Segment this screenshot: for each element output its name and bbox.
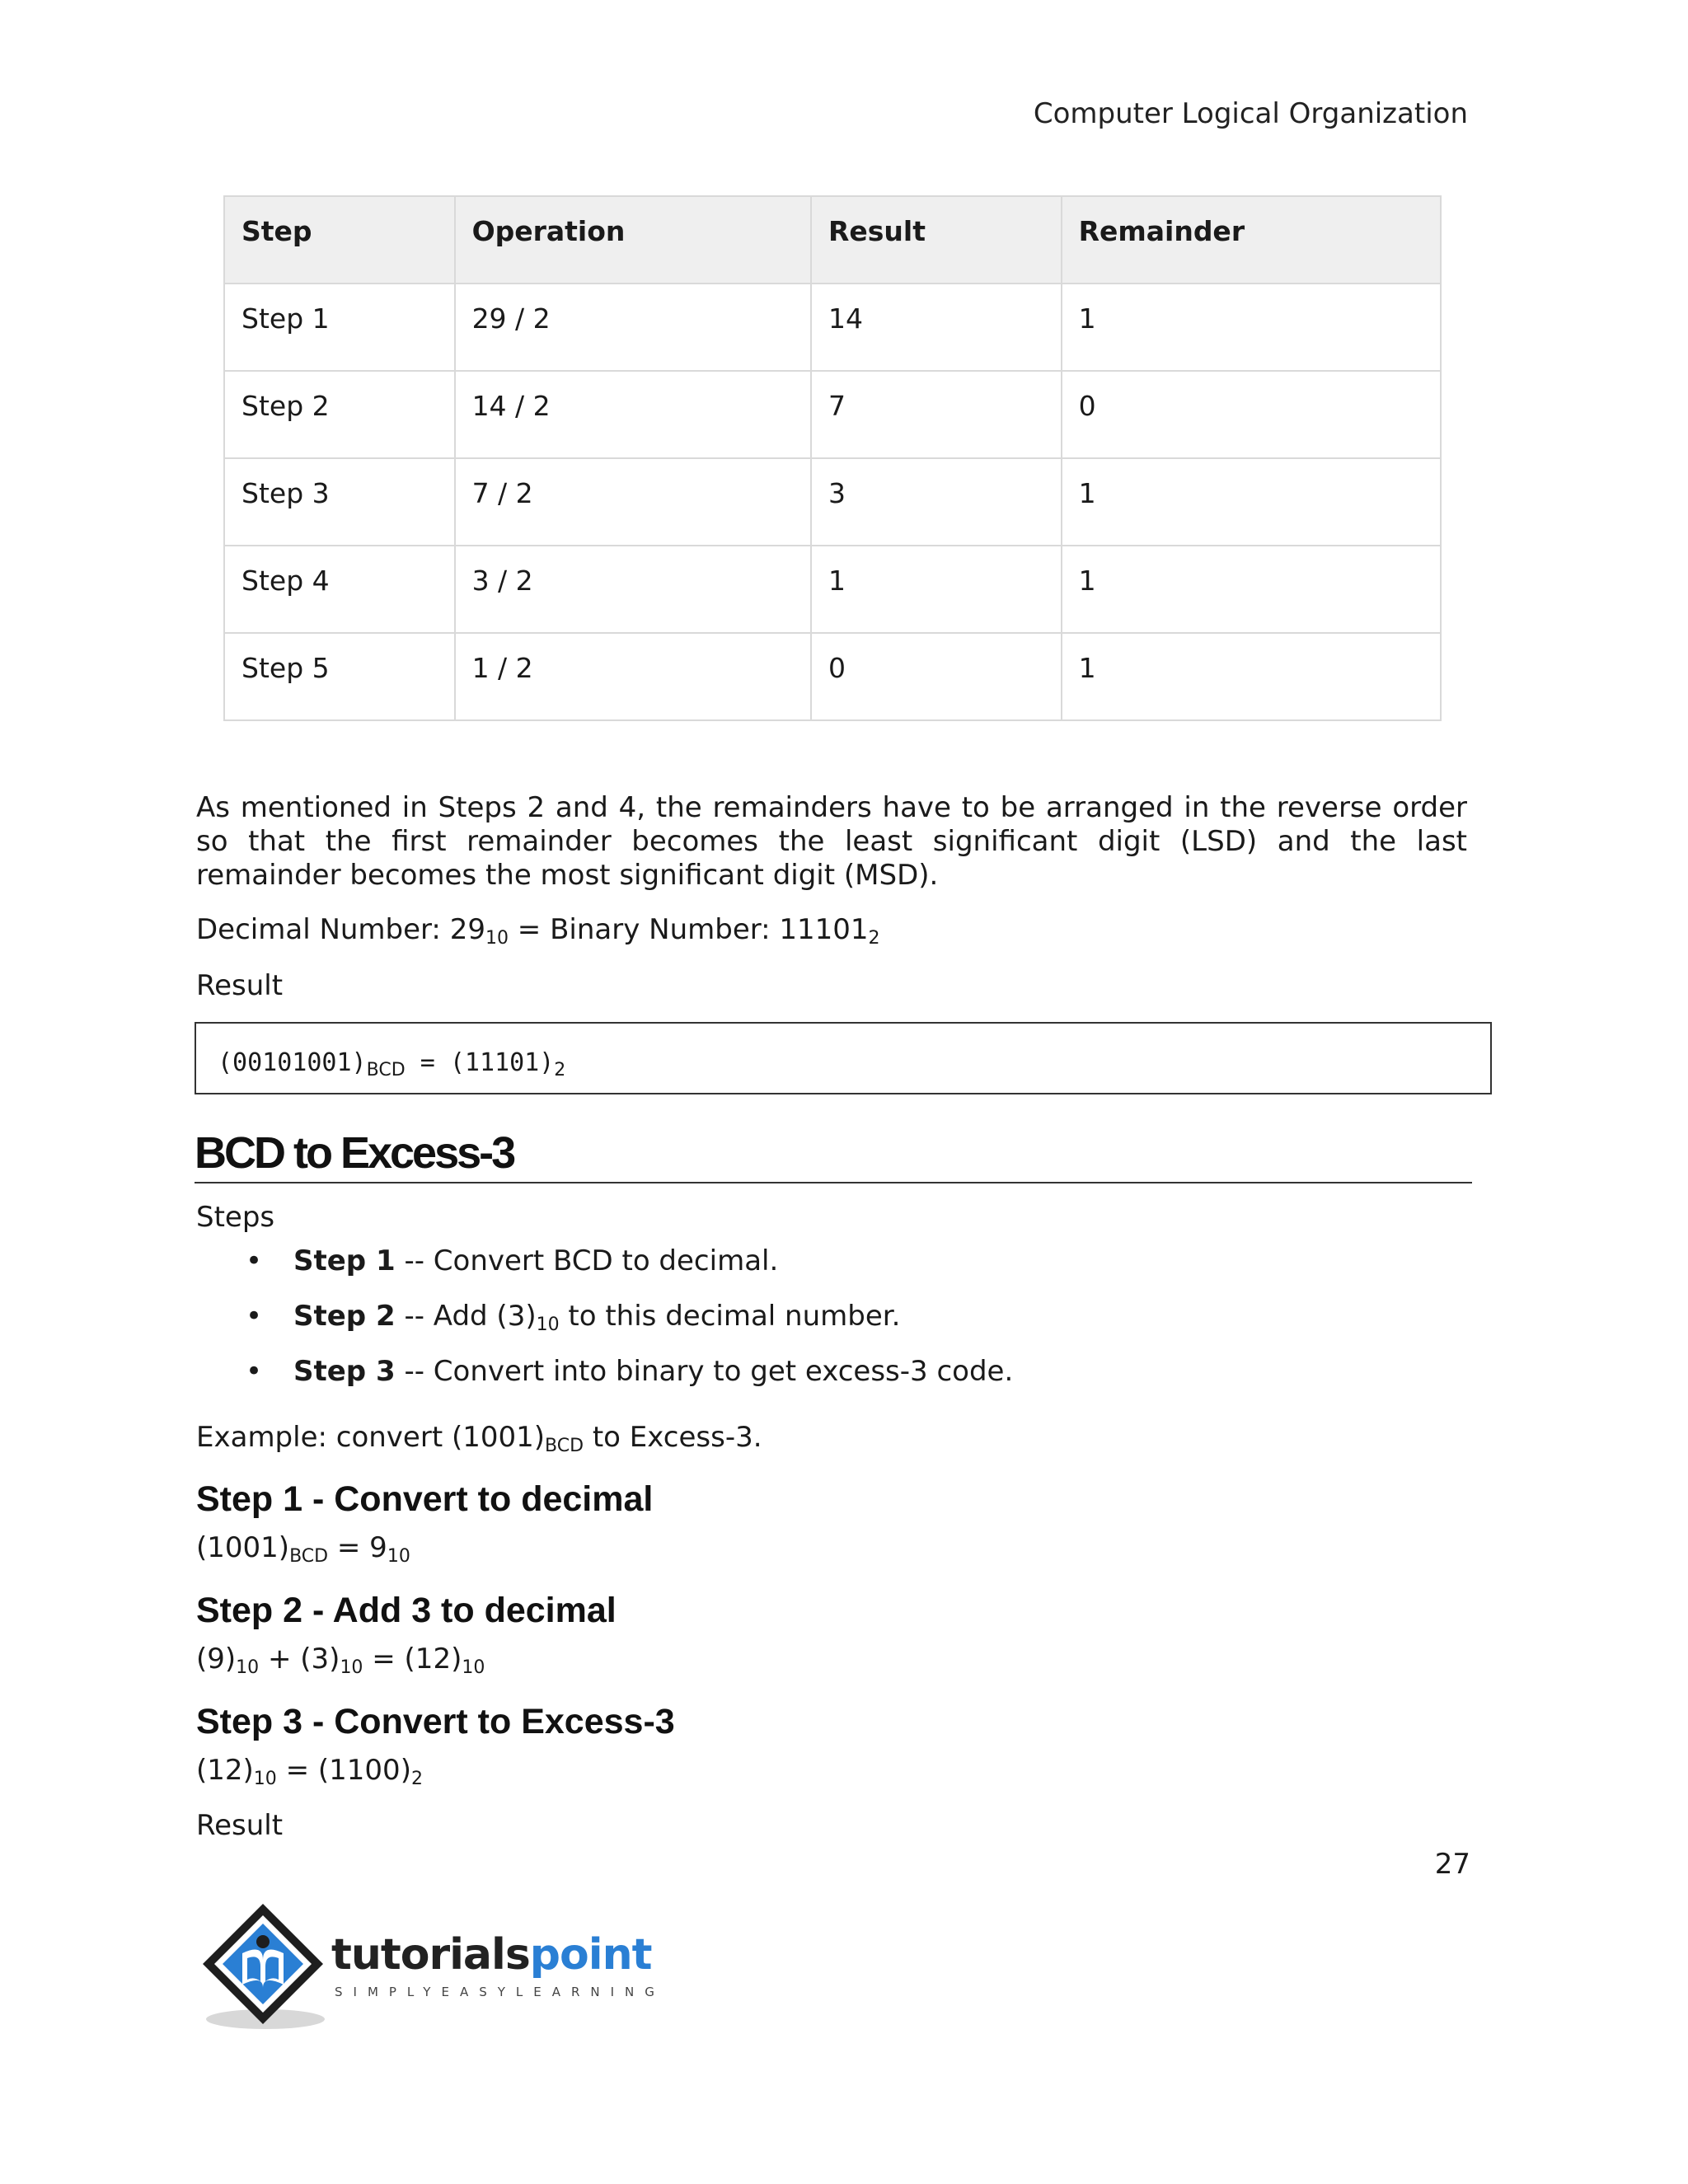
text-segment: (1001): [196, 1531, 290, 1564]
text-segment: to this decimal number.: [559, 1300, 901, 1333]
explanation-paragraph: As mentioned in Steps 2 and 4, the remainders have to be arranged in the reverse order so that the first remainder becomes the least significant digit (LSD) and the last remainder becomes the most significant digit (MSD).: [196, 791, 1467, 892]
subscript: 10: [340, 1657, 363, 1678]
table-header-cell: Step: [224, 196, 455, 284]
step-bold-label: Step 1: [293, 1244, 396, 1277]
steps-list: [196, 1244, 1013, 1410]
step3-equation: [196, 1754, 423, 1787]
table-row: [224, 284, 1441, 371]
table-cell: 0: [1062, 371, 1441, 458]
table-cell: 1: [1062, 546, 1441, 633]
step-bold-label: Step 3: [293, 1355, 396, 1388]
code-segment: (00101001): [218, 1048, 367, 1077]
subscript: 10: [253, 1769, 277, 1789]
table-row: [224, 458, 1441, 546]
subscript: 10: [485, 928, 509, 949]
step2-equation: [196, 1643, 485, 1678]
text-segment: = (12): [363, 1643, 462, 1675]
result-label: Result: [196, 1809, 284, 1842]
table-header-cell: Remainder: [1062, 196, 1441, 284]
table-row: [224, 371, 1441, 458]
logo-diamond-icon: [193, 1896, 333, 2036]
step1-heading: Step 1 - Convert to decimal: [196, 1479, 654, 1519]
subscript: 10: [236, 1657, 260, 1678]
table-cell: 1: [1062, 284, 1441, 371]
step-bold-label: Step 2: [293, 1300, 396, 1333]
list-item: [196, 1300, 1013, 1355]
code-block: [195, 1022, 1492, 1094]
subscript: BCD: [366, 1060, 406, 1080]
list-item: [196, 1355, 1013, 1410]
text-segment: (9): [196, 1643, 237, 1675]
table-cell: 1: [811, 546, 1062, 633]
subscript: 10: [462, 1657, 485, 1678]
step1-equation: [196, 1531, 410, 1567]
table-cell: 3: [811, 458, 1062, 546]
subscript: 10: [387, 1546, 410, 1567]
page-number: 27: [1434, 1848, 1470, 1881]
text-segment: -- Add (3): [395, 1300, 537, 1333]
table-row: [224, 546, 1441, 633]
text-segment: + (3): [259, 1643, 340, 1675]
table-cell: Step 1: [224, 284, 455, 371]
page-header-title: Computer Logical Organization: [1033, 97, 1468, 130]
subscript: BCD: [289, 1546, 329, 1567]
bullet-icon: •: [246, 1355, 263, 1388]
table-cell: 14 / 2: [455, 371, 811, 458]
subscript: 2: [554, 1060, 566, 1080]
step2-heading: Step 2 - Add 3 to decimal: [196, 1591, 617, 1630]
table-header-cell: Operation: [455, 196, 811, 284]
table-cell: 3 / 2: [455, 546, 811, 633]
logo-word-point: point: [529, 1930, 652, 1980]
division-steps-table: [223, 195, 1442, 721]
table-cell: 1 / 2: [455, 633, 811, 720]
section-heading: BCD to Excess-3: [195, 1127, 1472, 1183]
text-segment: (12): [196, 1754, 254, 1787]
list-item: [196, 1244, 1013, 1300]
text-segment: Example: convert (1001): [196, 1421, 546, 1454]
text-segment: -- Convert BCD to decimal.: [395, 1244, 779, 1277]
table-cell: 7 / 2: [455, 458, 811, 546]
table-cell: 1: [1062, 633, 1441, 720]
table-cell: 29 / 2: [455, 284, 811, 371]
example-line: [196, 1421, 762, 1454]
subscript: 2: [410, 1769, 423, 1789]
subscript: 10: [536, 1315, 560, 1335]
text-segment: = (1100): [276, 1754, 411, 1787]
table-header-cell: Result: [811, 196, 1062, 284]
tutorialspoint-logo: [193, 1896, 687, 2036]
table-cell: Step 3: [224, 458, 455, 546]
step3-heading: Step 3 - Convert to Excess-3: [196, 1702, 675, 1741]
text-segment: = 9: [328, 1531, 387, 1564]
logo-tagline: SIMPLYEASYLEARNING: [335, 1985, 665, 1999]
steps-label: Steps: [196, 1201, 275, 1234]
text-segment: = Binary Number: 11101: [508, 913, 869, 946]
table-cell: 14: [811, 284, 1062, 371]
table-cell: Step 5: [224, 633, 455, 720]
text-segment: -- Convert into binary to get excess-3 code.: [395, 1355, 1014, 1388]
table-header-row: [224, 196, 1441, 284]
table-cell: Step 4: [224, 546, 455, 633]
text-segment: Decimal Number: 29: [196, 913, 485, 946]
table-row: [224, 633, 1441, 720]
subscript: BCD: [545, 1436, 584, 1456]
table-cell: 7: [811, 371, 1062, 458]
table-cell: 1: [1062, 458, 1441, 546]
decimal-binary-line: [196, 913, 880, 949]
code-segment: = (11101): [405, 1048, 555, 1077]
text-segment: to Excess-3.: [584, 1421, 762, 1454]
table-cell: Step 2: [224, 371, 455, 458]
logo-wordmark: [331, 1930, 651, 1980]
bullet-icon: •: [246, 1244, 263, 1277]
table-cell: 0: [811, 633, 1062, 720]
result-label: Result: [196, 969, 284, 1002]
logo-word-tutorials: tutorials: [331, 1930, 530, 1980]
bullet-icon: •: [246, 1300, 263, 1333]
subscript: 2: [868, 928, 880, 949]
